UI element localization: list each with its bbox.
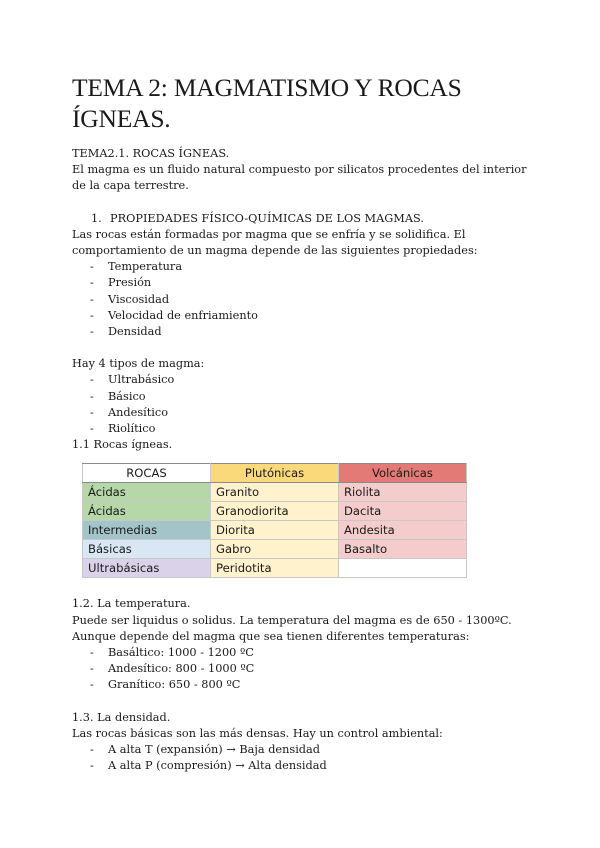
page-title: TEMA 2: MAGMATISMO Y ROCAS ÍGNEAS. <box>72 73 462 133</box>
section-1-3-heading: 1.3. La densidad. <box>72 710 171 724</box>
table-row <box>83 559 467 578</box>
intro-paragraph: El magma es un fluido natural compuesto por silicatos procedentes del interior de la capa terrestre. <box>72 163 527 193</box>
temperatures-list <box>72 645 532 694</box>
list-item: - Andesítico <box>90 405 169 419</box>
list-item: - A alta P (compresión) → Alta densidad <box>90 759 327 773</box>
table-cell: Ácidas <box>83 502 211 521</box>
table-cell: Granodiorita <box>211 502 339 521</box>
table-cell: Diorita <box>211 521 339 540</box>
table-cell: Intermedias <box>83 521 211 540</box>
list-item: - Riolítico <box>90 422 156 436</box>
table-cell: Andesita <box>339 521 467 540</box>
table-cell: Gabro <box>211 540 339 559</box>
section-1-2-heading: 1.2. La temperatura. <box>72 597 191 611</box>
rocks-heading: 1.1 Rocas ígneas. <box>72 438 173 452</box>
list-item: - A alta T (expansión) → Baja densidad <box>90 743 321 757</box>
section-1-title: PROPIEDADES FÍSICO-QUÍMICAS DE LOS MAGMAS. <box>110 211 424 225</box>
properties-list <box>72 259 532 340</box>
table-header-row <box>83 464 467 483</box>
list-item: - Viscosidad <box>90 292 170 306</box>
list-item: - Básico <box>90 389 146 403</box>
density-list <box>72 742 532 774</box>
table-row <box>83 502 467 521</box>
table-cell: Granito <box>211 483 339 502</box>
magma-types-text: Hay 4 tipos de magma: <box>72 357 205 371</box>
section-1-heading <box>72 211 532 227</box>
magma-types-list <box>72 372 532 437</box>
document-page <box>72 72 532 774</box>
table-header-cell: Volcánicas <box>339 464 467 483</box>
table-cell <box>339 559 467 578</box>
section-1-2-line-2: Aunque depende del magma que sea tienen diferentes temperaturas: <box>72 629 470 643</box>
table-cell: Basalto <box>339 540 467 559</box>
section-1-2-line-1: Puede ser liquidus o solidus. La temperatura del magma es de 650 - 1300ºC. <box>72 613 512 627</box>
list-item: - Densidad <box>90 325 162 339</box>
table-row <box>83 521 467 540</box>
table-cell: Dacita <box>339 502 467 521</box>
section-1-3-text: Las rocas básicas son las más densas. Hay un control ambiental: <box>72 726 443 740</box>
table-header-cell: Plutónicas <box>211 464 339 483</box>
list-item: - Basáltico: 1000 - 1200 ºC <box>90 646 254 660</box>
list-item: - Granítico: 650 - 800 ºC <box>90 678 241 692</box>
table-row <box>83 540 467 559</box>
table-cell: Ultrabásicas <box>83 559 211 578</box>
section-1-number: 1. <box>91 211 102 225</box>
list-item: - Velocidad de enfriamiento <box>90 308 258 322</box>
table-cell: Ácidas <box>83 483 211 502</box>
table-cell: Básicas <box>83 540 211 559</box>
igneous-rocks-table <box>82 463 467 578</box>
table-header-cell: ROCAS <box>83 464 211 483</box>
subtitle: TEMA2.1. ROCAS ÍGNEAS. <box>72 147 230 160</box>
list-item: - Temperatura <box>90 260 183 274</box>
list-item: - Andesítico: 800 - 1000 ºC <box>90 662 255 676</box>
list-item: - Presión <box>90 276 152 290</box>
section-1-text: Las rocas están formadas por magma que se enfría y se solidifica. El comportamiento de un magma depende de las siguientes propiedades: <box>72 227 478 258</box>
table-cell: Riolita <box>339 483 467 502</box>
list-item: - Ultrabásico <box>90 373 175 387</box>
table-row <box>83 483 467 502</box>
table-cell: Peridotita <box>211 559 339 578</box>
